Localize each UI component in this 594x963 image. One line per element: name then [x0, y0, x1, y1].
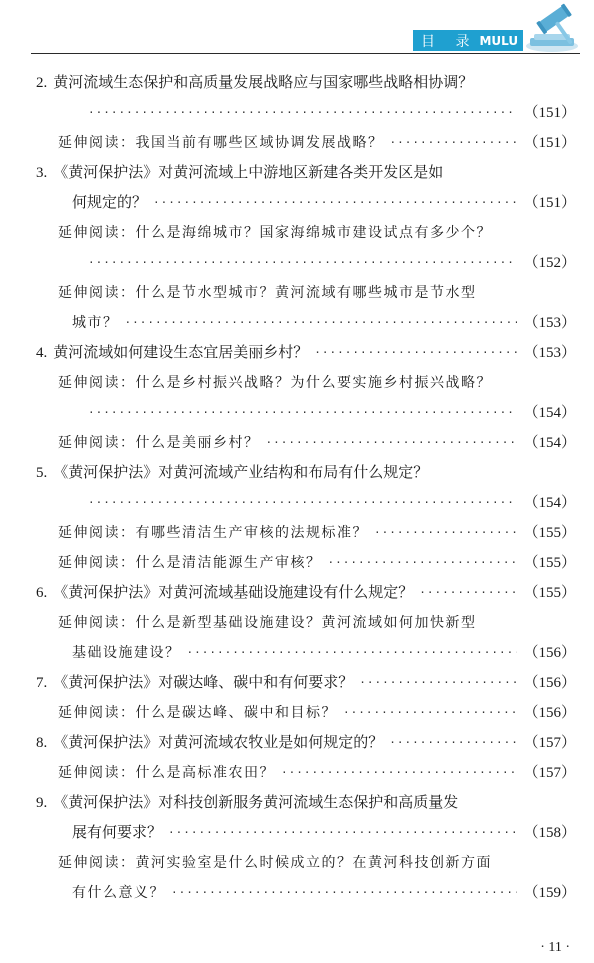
toc-entry-title: 有哪些清洁生产审核的法规标准？: [135, 525, 368, 541]
toc-entry-title: 什么是高标准农田？: [135, 765, 275, 781]
toc-entry-number: 8.: [36, 735, 48, 751]
toc-line: [88, 488, 576, 518]
toc-page-number: （153）: [523, 345, 576, 361]
toc-line: [58, 368, 576, 398]
extended-reading-label: 延伸阅读：: [58, 765, 136, 781]
toc-line: [88, 98, 576, 128]
section-label-box: [413, 30, 523, 51]
dot-leader: [125, 308, 518, 338]
dot-leader: [88, 488, 517, 518]
toc-entry-title: 《黄河保护法》对黄河流域基础设施建设有什么规定？: [53, 585, 414, 601]
toc-entry-title-cont: 展有何要求？: [72, 825, 163, 841]
dot-leader: [359, 668, 517, 698]
toc-line: [88, 248, 576, 278]
toc-entry-title: 什么是乡村振兴战略？为什么要实施乡村振兴战略？: [135, 375, 492, 391]
dot-leader: [328, 548, 518, 578]
page-header: [0, 0, 594, 62]
toc-entry-title: 《黄河保护法》对黄河流域上中游地区新建各类开发区是如: [53, 165, 444, 181]
toc-line: [36, 458, 576, 488]
toc-entry-title-cont: 城市？: [72, 315, 119, 331]
section-label-en: MULU: [479, 33, 519, 48]
toc-entry-title: 黄河流域生态保护和高质量发展战略应与国家哪些战略相协调？: [53, 75, 474, 91]
dot-leader: [281, 758, 517, 788]
toc-entry-number: 4.: [36, 345, 48, 361]
dot-leader: [168, 818, 517, 848]
toc-page-number: （155）: [523, 585, 576, 601]
toc-line: [72, 308, 576, 338]
toc-entry-number: 2.: [36, 75, 48, 91]
dot-leader: [389, 728, 517, 758]
toc-line: [72, 878, 576, 908]
dot-leader: [419, 578, 517, 608]
toc-line: [58, 518, 576, 548]
extended-reading-label: 延伸阅读：: [58, 555, 136, 571]
toc-entry-number: 3.: [36, 165, 48, 181]
extended-reading-label: 延伸阅读：: [58, 705, 136, 721]
toc-page-number: （151）: [523, 105, 576, 121]
toc-page-number: （158）: [523, 825, 576, 841]
toc-page-number: （154）: [523, 405, 576, 421]
dot-leader: [88, 398, 517, 428]
toc-page-number: （156）: [523, 675, 576, 691]
header-rule: [31, 53, 580, 54]
toc-page-number: （155）: [523, 555, 576, 571]
extended-reading-label: 延伸阅读：: [58, 615, 136, 631]
toc-entry-title: 什么是清洁能源生产审核？: [135, 555, 322, 571]
toc-line: [36, 668, 576, 698]
toc-page-number: （156）: [523, 705, 576, 721]
toc-line: [36, 578, 576, 608]
gavel-icon: [522, 2, 584, 54]
toc-entry-title-cont: 何规定的？: [72, 195, 148, 211]
dot-leader: [88, 248, 517, 278]
toc-entry-title: 什么是碳达峰、碳中和目标？: [135, 705, 337, 721]
toc-entry-number: 9.: [36, 795, 48, 811]
toc-entry-title: 什么是美丽乡村？: [135, 435, 260, 451]
toc-line: [72, 818, 576, 848]
section-label-cn: 目 录: [421, 33, 478, 50]
toc-line: [88, 398, 576, 428]
toc-line: [58, 848, 576, 878]
toc-page-number: （159）: [523, 885, 576, 901]
dot-leader: [314, 338, 517, 368]
toc-page-number: （152）: [523, 255, 576, 271]
toc-entry-title: 什么是新型基础设施建设？黄河流域如何加快新型: [135, 615, 477, 631]
toc-line: [36, 158, 576, 188]
toc-entry-number: 5.: [36, 465, 48, 481]
toc-line: [72, 638, 576, 668]
toc-line: [58, 428, 576, 458]
toc-page-number: （157）: [523, 765, 576, 781]
toc-line: [36, 788, 576, 818]
toc-entry-title-cont: 有什么意义？: [72, 885, 165, 901]
extended-reading-label: 延伸阅读：: [58, 285, 136, 301]
toc-entry-title: 《黄河保护法》对黄河流域产业结构和布局有什么规定？: [53, 465, 429, 481]
toc-line: [58, 608, 576, 638]
extended-reading-label: 延伸阅读：: [58, 525, 136, 541]
toc-entry-title: 《黄河保护法》对科技创新服务黄河流域生态保护和高质量发: [53, 795, 459, 811]
extended-reading-label: 延伸阅读：: [58, 135, 136, 151]
toc-line: [58, 548, 576, 578]
toc-page-number: （153）: [523, 315, 576, 331]
page-number: · 11 ·: [540, 940, 570, 955]
toc-page-number: （155）: [523, 525, 576, 541]
dot-leader: [343, 698, 517, 728]
dot-leader: [266, 428, 518, 458]
toc-entry-title: 《黄河保护法》对碳达峰、碳中和有何要求？: [53, 675, 354, 691]
toc-line: [36, 728, 576, 758]
toc-entry-number: 6.: [36, 585, 48, 601]
toc-line: [58, 698, 576, 728]
toc-line: [58, 218, 576, 248]
extended-reading-label: 延伸阅读：: [58, 435, 136, 451]
dot-leader: [390, 128, 518, 158]
toc-page-number: （156）: [523, 645, 576, 661]
extended-reading-label: 延伸阅读：: [58, 855, 136, 871]
toc-entry-title-cont: 基础设施建设？: [72, 645, 181, 661]
toc-entry-title: 我国当前有哪些区域协调发展战略？: [135, 135, 384, 151]
dot-leader: [187, 638, 518, 668]
toc-page-number: （157）: [523, 735, 576, 751]
toc-page-number: （151）: [523, 135, 576, 151]
toc-line: [72, 188, 576, 218]
dot-leader: [88, 98, 517, 128]
toc-entry-title: 黄河实验室是什么时候成立的？在黄河科技创新方面: [135, 855, 492, 871]
extended-reading-label: 延伸阅读：: [58, 225, 136, 241]
toc-page-number: （151）: [523, 195, 576, 211]
toc-line: [58, 128, 576, 158]
extended-reading-label: 延伸阅读：: [58, 375, 136, 391]
dot-leader: [153, 188, 517, 218]
toc-line: [36, 338, 576, 368]
dot-leader: [374, 518, 517, 548]
toc-entry-title: 什么是节水型城市？黄河流域有哪些城市是节水型: [135, 285, 477, 301]
toc-entry-number: 7.: [36, 675, 48, 691]
toc-line: [58, 758, 576, 788]
dot-leader: [171, 878, 517, 908]
toc-page-number: （154）: [523, 495, 576, 511]
toc-entry-title: 《黄河保护法》对黄河流域农牧业是如何规定的？: [53, 735, 384, 751]
toc-page-number: （154）: [523, 435, 576, 451]
toc-line: [58, 278, 576, 308]
toc-entry-title: 黄河流域如何建设生态宜居美丽乡村？: [53, 345, 309, 361]
toc-entry-title: 什么是海绵城市？国家海绵城市建设试点有多少个？: [135, 225, 492, 241]
toc-line: [36, 68, 576, 98]
